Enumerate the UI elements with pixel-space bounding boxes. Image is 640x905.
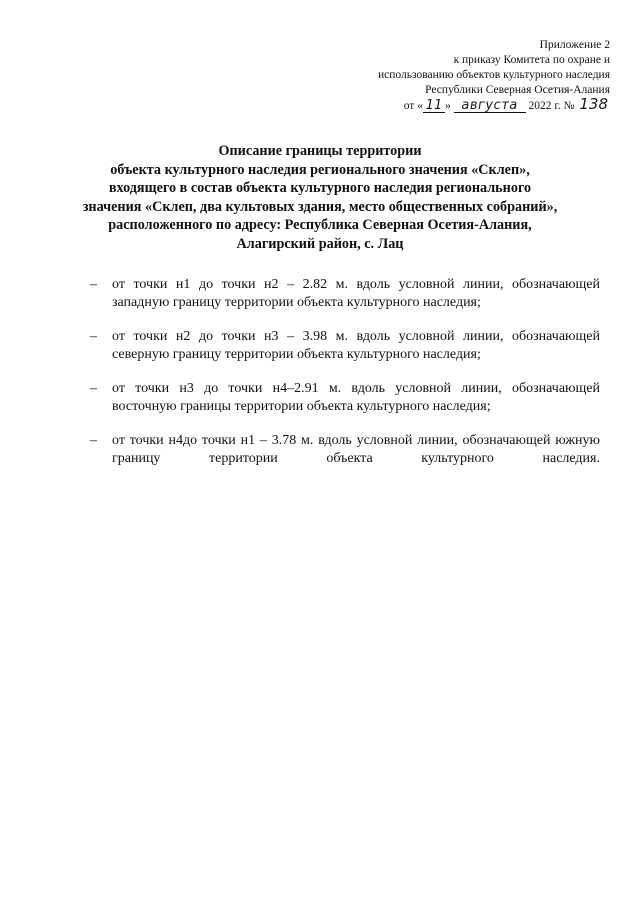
list-item-text: от точки н3 до точки н4–2.91 м. вдоль условной линии, обозначающей восточную границы территории объекта культурного наследия; <box>112 381 600 414</box>
appendix-order-ref: к приказу Комитета по охране и <box>453 54 610 66</box>
bullet-dash: – <box>90 381 97 396</box>
title-line-1: Описание границы территории <box>218 143 422 159</box>
handwritten-order-number: 138 <box>579 95 608 113</box>
title-line-4: значения «Склеп, два культовых здания, место общественных собраний», <box>82 198 558 215</box>
title-line-5: расположенного по адресу: Республика Северная Осетия-Алания, <box>108 217 532 234</box>
appendix-label: Приложение 2 <box>539 39 610 51</box>
title-line-3: входящего в состав объекта культурного наследия регионального <box>108 180 532 197</box>
title-line-2: объекта культурного наследия регионального значения «Склеп», <box>110 161 530 178</box>
list-item <box>90 276 600 311</box>
boundary-description-list <box>90 276 600 484</box>
bullet-dash: – <box>90 329 97 344</box>
list-item-text: от точки н2 до точки н3 – 3.98 м. вдоль условной линии, обозначающей северную границу территории объекта культурного наследия; <box>112 329 600 362</box>
list-item <box>90 380 600 415</box>
bullet-dash: – <box>90 433 97 448</box>
appendix-date-line <box>280 95 610 114</box>
handwritten-month: августа <box>454 99 526 113</box>
date-year: 2022 г. № <box>525 100 578 112</box>
list-item <box>90 432 600 467</box>
date-prefix: от « <box>403 100 423 112</box>
handwritten-day: 11 <box>423 99 445 113</box>
title-line-6: Алагирский район, с. Лац <box>236 235 404 252</box>
list-item-text: от точки н4до точки н1 – 3.78 м. вдоль условной линии, обозначающей южную границу территории объекта культурного наследия. <box>112 433 600 466</box>
bullet-dash: – <box>90 277 97 292</box>
appendix-header <box>280 38 610 114</box>
appendix-committee: использованию объектов культурного наследия <box>377 69 610 81</box>
document-title <box>60 142 580 254</box>
list-item-text: от точки н1 до точки н2 – 2.82 м. вдоль условной линии, обозначающей западную границу территории объекта культурного наследия; <box>112 277 600 310</box>
appendix-republic: Республики Северная Осетия-Алания <box>425 84 610 96</box>
date-mid: » <box>444 100 454 112</box>
list-item <box>90 328 600 363</box>
